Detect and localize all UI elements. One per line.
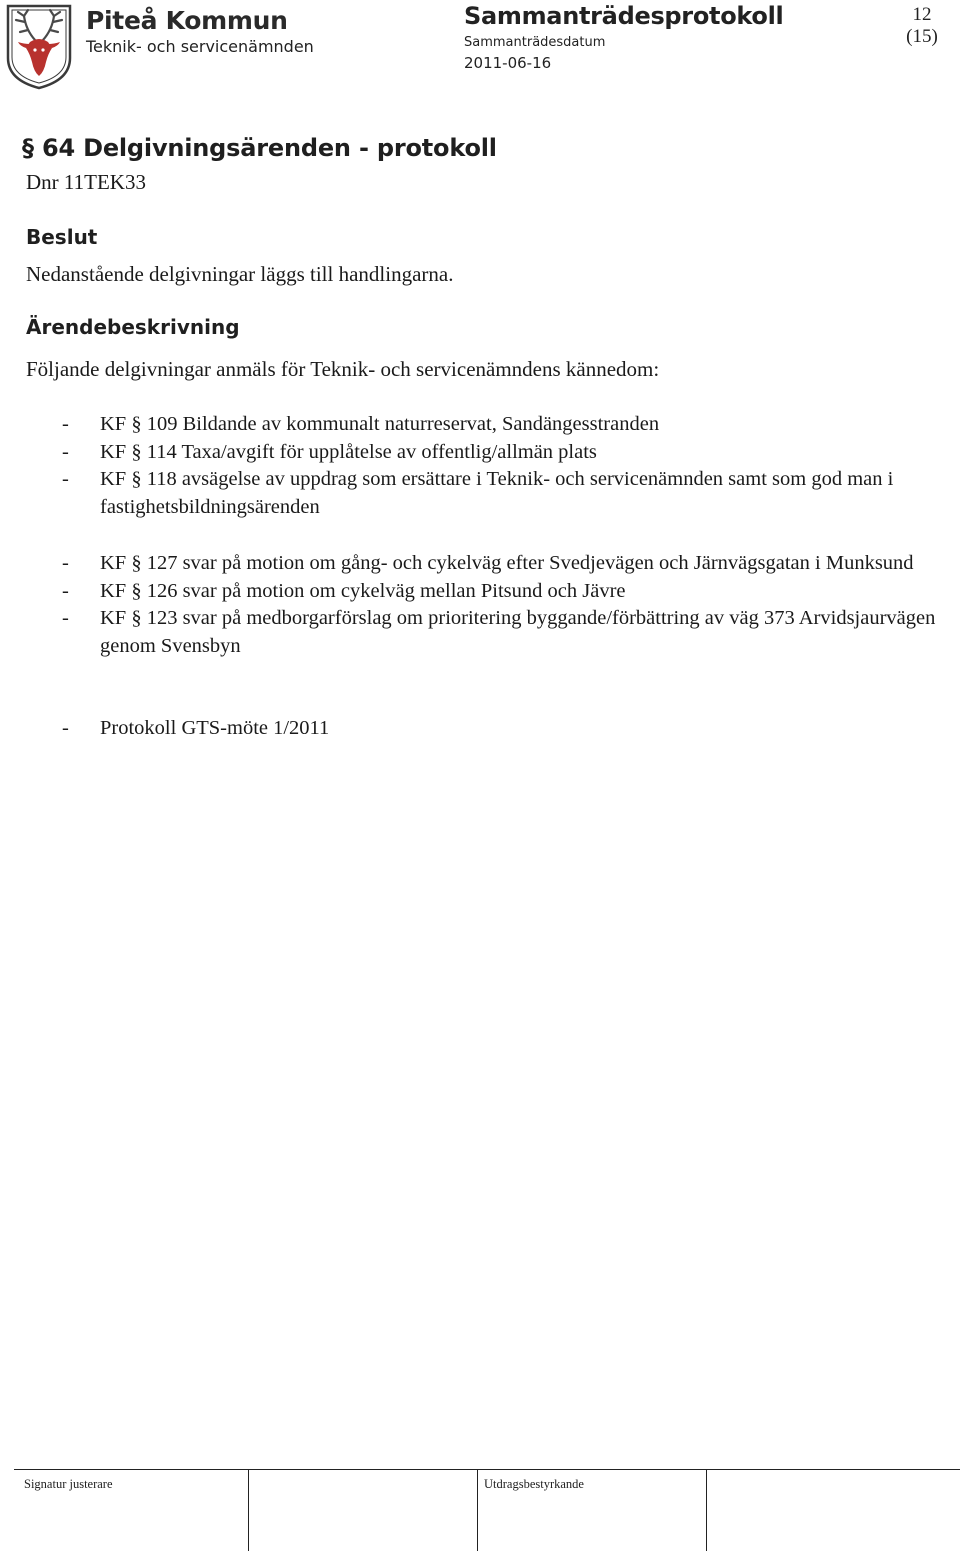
reindeer-crest-icon bbox=[6, 4, 72, 90]
list-item: - Protokoll GTS-möte 1/2011 bbox=[62, 717, 330, 739]
certification-label: Utdragsbestyrkande bbox=[484, 1477, 584, 1491]
list-item: - KF § 114 Taxa/avgift för upplåtelse av offentlig/allmän plats bbox=[62, 440, 597, 463]
committee-name: Teknik- och servicenämnden bbox=[86, 37, 314, 56]
page-current: 12 bbox=[912, 4, 932, 25]
meeting-date-value: 2011-06-16 bbox=[464, 54, 552, 72]
organization-name: Piteå Kommun bbox=[86, 6, 288, 35]
meeting-date-label: Sammanträdesdatum bbox=[464, 35, 606, 50]
notification-list-protocol bbox=[62, 715, 942, 743]
case-description-heading: Ärendebeskrivning bbox=[26, 315, 240, 339]
notification-list bbox=[62, 411, 942, 521]
page-total: (15) bbox=[906, 26, 938, 47]
list-item: - KF § 118 avsägelse av uppdrag som ersättare i Teknik- och servicenämnden samt som god man i fastighetsbildningsärenden bbox=[62, 468, 894, 518]
case-number: Dnr 11TEK33 bbox=[26, 170, 146, 194]
document-type: Sammanträdesprotokoll bbox=[464, 2, 784, 30]
section-heading: § 64 Delgivningsärenden - protokoll bbox=[22, 134, 497, 162]
signature-label: Signatur justerare bbox=[24, 1477, 113, 1491]
footer-divider bbox=[14, 1469, 960, 1470]
footer-divider-right bbox=[706, 1469, 707, 1551]
footer-divider-middle bbox=[477, 1469, 478, 1551]
list-item: - KF § 126 svar på motion om cykelväg mellan Pitsund och Jävre bbox=[62, 579, 626, 602]
list-item: - KF § 109 Bildande av kommunalt naturreservat, Sandängesstranden bbox=[62, 413, 660, 435]
decision-text: Nedanstående delgivningar läggs till handlingarna. bbox=[26, 262, 454, 286]
page-number bbox=[900, 4, 944, 48]
decision-heading: Beslut bbox=[26, 225, 98, 249]
notification-list-continued bbox=[62, 550, 942, 660]
list-item: - KF § 127 svar på motion om gång- och cykelväg efter Svedjevägen och Järnvägsgatan i Munksund bbox=[62, 552, 914, 574]
case-description-intro: Följande delgivningar anmäls för Teknik- och servicenämndens kännedom: bbox=[26, 357, 660, 381]
footer-divider-left bbox=[248, 1469, 249, 1551]
list-item: - KF § 123 svar på medborgarförslag om prioritering byggande/förbättring av väg 373 Arvidsjaurvägen genom Svensbyn bbox=[62, 607, 936, 657]
